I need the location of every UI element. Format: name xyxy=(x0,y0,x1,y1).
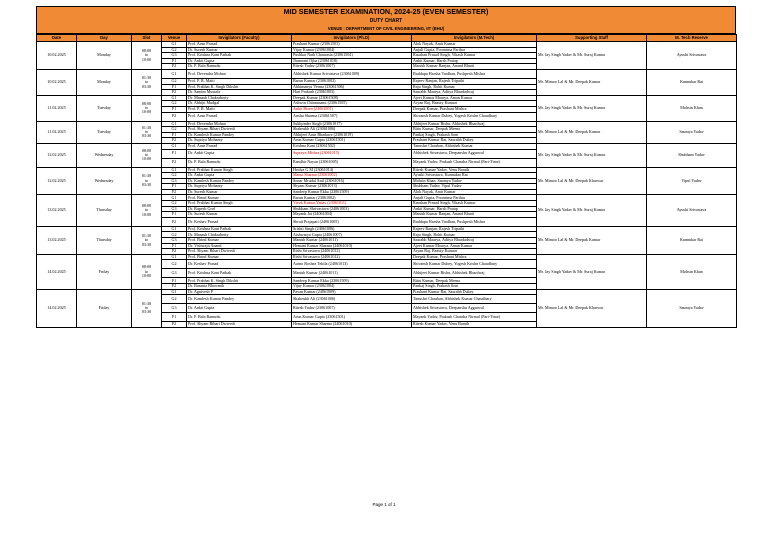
faculty-cell: Dr. Ankit Gupta xyxy=(187,173,292,179)
slot-line: to xyxy=(144,79,149,85)
mtech-cell: Abhishek Srivastava, Deepanshu Aggarwal xyxy=(412,149,537,158)
venue-cell: F2 xyxy=(162,249,187,255)
mtech-cell: Tanushri Chauhan, Abhishek Kumar Chaudhary xyxy=(412,295,537,304)
slot-line: 10:00 xyxy=(141,211,152,217)
phd-cell: Abhimanyu Verma (23061506) xyxy=(292,84,412,90)
phd-cell: Vijay Kumar (23061004) xyxy=(292,47,412,53)
venue-cell: G3 xyxy=(162,238,187,244)
slot-line: 08:00 xyxy=(141,264,152,270)
date-cell: 10.02.2025 xyxy=(37,42,77,70)
slot-line: 08:00 xyxy=(141,203,152,209)
venue-cell: G2 xyxy=(162,47,187,53)
mtech-cell: Ritesh Kumar Yadav, Venu Baruth xyxy=(412,322,537,328)
staff-cell: Mr. Jay Singh Yadav & Mr. Suraj Kumar xyxy=(537,254,647,289)
mtech-cell: Shivansh Kumar Dubey, Yogesh Krishn Chaudhary xyxy=(412,112,537,121)
slot-line: 01:30 xyxy=(141,74,152,80)
mtech-cell: Ankit Kumar, Harsh Pratap xyxy=(412,206,537,212)
reserve-cell: Vipul Yadav xyxy=(647,167,737,195)
mtech-cell: Raju Singh, Rohit Kumar xyxy=(412,232,537,238)
faculty-cell: Dr. Kamlesh Kumar Pandey xyxy=(187,295,292,304)
venue-cell: F2 xyxy=(162,189,187,195)
venue-cell: G2 xyxy=(162,232,187,238)
slot-cell xyxy=(132,121,162,143)
reserve-cell: Kunnukar Rai xyxy=(647,69,737,95)
phd-cell: Mayank Jai (24061004) xyxy=(292,212,412,218)
venue-cell: G1 xyxy=(162,226,187,232)
faculty-cell: Dr. Supriya Mohanty xyxy=(187,184,292,190)
faculty-cell: Prof. Arun Prasad xyxy=(187,143,292,149)
slot-cell xyxy=(132,195,162,226)
faculty-cell: Dr. P. Bala Ramudu xyxy=(187,158,292,167)
venue-cell: G2 xyxy=(162,78,187,84)
reserve-cell: Mohsin Khan xyxy=(647,95,737,121)
day-cell: Thursday xyxy=(77,195,132,226)
faculty-cell: Dr. Kamlesh Kumar Pandey xyxy=(187,178,292,184)
faculty-cell: Dr. Samim Mustafa xyxy=(187,90,292,96)
venue-cell: F2 xyxy=(162,90,187,96)
venue-cell: F1 xyxy=(162,212,187,218)
header-reserve: M. Tech Reserve xyxy=(647,35,737,42)
mtech-cell: Mayank Yadav, Prakash Chandra Nirmal (Part-Time) xyxy=(412,158,537,167)
staff-cell: Mr. Jay Singh Yadav & Mr. Suraj Kumar xyxy=(537,42,647,70)
date-cell: 11.02.2025 xyxy=(37,121,77,143)
staff-cell: Mr. Jay Singh Yadav & Mr. Suraj Kumar xyxy=(537,195,647,226)
phd-cell: Arun Kumar Gupta (23061501) xyxy=(292,313,412,322)
phd-cell: Krishna Kant (23061502) xyxy=(292,143,412,149)
faculty-cell: Prof. Brind Kumar xyxy=(187,238,292,244)
phd-cell: Anshu Sharma (23061507) xyxy=(292,112,412,121)
faculty-cell: Dr. P. Bala Ramudu xyxy=(187,313,292,322)
faculty-cell: Dr. Keshav Prasad xyxy=(187,260,292,269)
exam-title: MID SEMESTER EXAMINATION, 2024-25 (EVEN SEMESTER) xyxy=(283,7,489,16)
slot-line: 08:00 xyxy=(141,147,152,153)
slot-line: 01:30 xyxy=(141,300,152,306)
venue-cell: F1 xyxy=(162,84,187,90)
reserve-cell: Saumya Yadav xyxy=(647,289,737,327)
faculty-cell: Prof. Devendra Mohan xyxy=(187,121,292,127)
slot-line: 03:30 xyxy=(141,309,152,315)
header-slot: Slot xyxy=(132,35,162,42)
phd-cell: Rishi Srivastava (24061012) xyxy=(292,249,412,255)
phd-cell: Ritesh Yadav (23061007) xyxy=(292,64,412,70)
mtech-cell: Alok Nayak, Amit Kumar xyxy=(412,42,537,48)
phd-cell: Sonar Mrudul Anil (23061016) xyxy=(292,178,412,184)
faculty-cell: Prof. Devendra Mohan xyxy=(187,69,292,78)
mtech-cell: Tanushri Chauhan, Abhishek Kumar xyxy=(412,143,537,149)
mtech-cell: Abhijeet Kumar Bishu, Abhishek Bhardwaj xyxy=(412,121,537,127)
venue-cell: G3 xyxy=(162,304,187,313)
slot-line: 03:30 xyxy=(141,241,152,247)
mtech-cell: Alok Nayak, Amit Kumar xyxy=(412,189,537,195)
phd-cell: Randhir Nayan (23061005) xyxy=(292,158,412,167)
venue-cell: G2 xyxy=(162,260,187,269)
slot-line: 10:00 xyxy=(141,56,152,62)
phd-cell: Deepak Kumar (23061508) xyxy=(292,95,412,101)
day-cell: Wednesday xyxy=(77,167,132,195)
faculty-cell: Dr. Agnivesh P xyxy=(187,289,292,295)
mtech-cell: Anjali Gupta, Poornima Parihar xyxy=(412,47,537,53)
table-body xyxy=(37,42,737,328)
faculty-cell: Prof. Prabhat K. Singh Dikshit xyxy=(187,278,292,284)
mtech-cell: Shubham Yadav, Vipul Yadav xyxy=(412,184,537,190)
reserve-cell: Saumya Yadav xyxy=(647,121,737,143)
reserve-cell: Ayushi Srivastava xyxy=(647,195,737,226)
phd-cell: Prashant Kumar (23061503) xyxy=(292,42,412,48)
day-cell: Friday xyxy=(77,289,132,327)
phd-cell: Sandeep Kumar Ekka (23061509) xyxy=(292,189,412,195)
slot-line: to xyxy=(144,177,149,183)
phd-cell: Barun Kumar (23061002) xyxy=(292,195,412,201)
slot-line: 03:30 xyxy=(141,133,152,139)
faculty-cell: Prof. Krishna Kant Pathak xyxy=(187,53,292,59)
slot-line: to xyxy=(144,207,149,213)
header-mtech: Invigilators (M.Tech) xyxy=(412,35,537,42)
phd-cell: Shyam Kumar (23061013) xyxy=(292,184,412,190)
mtech-cell: Mayank Yadav, Prakash Chandra Nirmal (Part-Time) xyxy=(412,313,537,322)
venue-cell: F2 xyxy=(162,138,187,144)
faculty-cell: Prof. Brind Kumar xyxy=(187,195,292,201)
phd-cell: Aarno Boshea Tekila (24061013) xyxy=(292,260,412,269)
mtech-cell: Rajeev Ranjan, Rajesh Tripathi xyxy=(412,78,537,84)
venue-cell: G3 xyxy=(162,53,187,59)
phd-cell: Hari Prakash (23061003) xyxy=(292,90,412,96)
faculty-cell: Dr. Ankit Gupta xyxy=(187,58,292,64)
mtech-cell: Raushan Prasad Singh, Vikash Kumar xyxy=(412,201,537,207)
slot-cell xyxy=(132,254,162,289)
slot-line: 03:30 xyxy=(141,83,152,89)
slot-line: 08:00 xyxy=(141,100,152,106)
mtech-cell: Rajeev Ranjan, Rajesh Tripathi xyxy=(412,226,537,232)
day-cell: Tuesday xyxy=(77,95,132,121)
day-cell: Thursday xyxy=(77,226,132,254)
mtech-cell: Ayushi Srivastava, Kunnukar Rai xyxy=(412,173,537,179)
table-row xyxy=(37,69,737,78)
faculty-cell: Dr. Keshav Prasad xyxy=(187,217,292,226)
mtech-cell: Saurabh Maurya, Aditya Bhardadwaj xyxy=(412,238,537,244)
faculty-cell: Dr. Vishwajit Anand xyxy=(187,243,292,249)
date-cell: 11.02.2025 xyxy=(37,95,77,121)
reserve-cell: Kunnukar Rai xyxy=(647,226,737,254)
faculty-cell: Dr. Suresh Kumar xyxy=(187,189,292,195)
date-cell: 14.02.2025 xyxy=(37,254,77,289)
slot-line: to xyxy=(144,268,149,274)
slot-line: 01:30 xyxy=(141,124,152,130)
header-venue: Venue xyxy=(162,35,187,42)
phd-cell: Abhishek Kumar Srivastava (23061009) xyxy=(292,69,412,78)
faculty-cell: Dr. Abhijit Mudgal xyxy=(187,101,292,107)
duty-table xyxy=(36,34,737,328)
phd-cell: Mansi Sharma (23061002) xyxy=(292,173,412,179)
date-cell: 13.02.2025 xyxy=(37,195,77,226)
venue-cell: G2 xyxy=(162,173,187,179)
phd-cell: Arun Kumar Gupta (23061501) xyxy=(292,138,412,144)
mtech-cell: Bittu Kumar, Deepak Meena xyxy=(412,127,537,133)
faculty-cell: Prof. Shyam Bihari Dwivedi xyxy=(187,127,292,133)
mtech-cell: Prashant Kumar Rai, Saurabh Dubey xyxy=(412,289,537,295)
phd-cell: Manish Kumar (24061011) xyxy=(292,238,412,244)
mtech-cell: Saurabh Maurya, Aditya Bhardadwaj xyxy=(412,90,537,96)
faculty-cell: Dr. Suresh Kumar xyxy=(187,212,292,218)
staff-cell: Mr. Mimoo Lal & Mr. Deepak Kharwar xyxy=(537,289,647,327)
date-cell: 12.02.2025 xyxy=(37,167,77,195)
venue-cell: G1 xyxy=(162,95,187,101)
mtech-cell: Aryan Raj, Beauty Kumari xyxy=(412,101,537,107)
venue-cell: F1 xyxy=(162,184,187,190)
faculty-cell: Dr. Basanta Bhowmik xyxy=(187,284,292,290)
mtech-cell: Shivansh Kumar Dubey, Yogesh Krishn Chaudhary xyxy=(412,260,537,269)
date-cell: 12.02.2025 xyxy=(37,143,77,167)
slot-cell xyxy=(132,226,162,254)
faculty-cell: Prof. Arun Prasad xyxy=(187,112,292,121)
staff-cell: Mr. Jay Singh Yadav & Mr. Suraj Kumar xyxy=(537,95,647,121)
header-staff: Supporting Staff xyxy=(537,35,647,42)
phd-cell: Pavan Kumar (24061009) xyxy=(292,289,412,295)
faculty-cell: Prof. P. R. Maiti xyxy=(187,78,292,84)
venue-cell: G1 xyxy=(162,143,187,149)
phd-cell: Sandeep Kumar Ekka (23061509) xyxy=(292,278,412,284)
faculty-cell: Prof. Prabhat K. Singh Dikshit xyxy=(187,84,292,90)
faculty-cell: Prof. Prabhat Kumar Singh xyxy=(187,167,292,173)
venue-cell: G1 xyxy=(162,289,187,295)
mtech-cell: Abhishek Srivastava, Deepanshu Aggarwal xyxy=(412,304,537,313)
phd-cell: Sukhjinder Singh (23061017) xyxy=(292,121,412,127)
slot-cell xyxy=(132,143,162,167)
day-cell: Wednesday xyxy=(77,143,132,167)
venue-cell: F1 xyxy=(162,313,187,322)
phd-cell: Abhijeet Arun Bhadawe (23061019) xyxy=(292,132,412,138)
mtech-cell: Buddapu Harsha Vardhan, Pushpesh Mishra xyxy=(412,69,537,78)
venue-cell: G3 xyxy=(162,206,187,212)
venue-cell: F1 xyxy=(162,278,187,284)
date-cell: 14.02.2025 xyxy=(37,289,77,327)
venue-cell: G3 xyxy=(162,269,187,278)
venue-cell: F2 xyxy=(162,64,187,70)
faculty-cell: Dr. Manash Chakraborty xyxy=(187,232,292,238)
staff-cell: Mr. Mimoo Lal & Mr. Deepak Kharwar xyxy=(537,167,647,195)
venue-cell: F1 xyxy=(162,106,187,112)
slot-line: to xyxy=(144,104,149,110)
chart-subtitle: DUTY CHART xyxy=(369,18,403,24)
slot-line: to xyxy=(144,152,149,157)
faculty-cell: Dr. Manash Chakraborty xyxy=(187,95,292,101)
slot-cell xyxy=(132,289,162,327)
venue-cell: F2 xyxy=(162,217,187,226)
mtech-cell: Buddapu Harsha Vardhan, Pushpesh Mishra xyxy=(412,217,537,226)
date-cell: 10.02.2025 xyxy=(37,69,77,95)
page-footer: Page 1 of 1 xyxy=(372,502,396,507)
faculty-cell: Dr. Ankit Gupta xyxy=(187,149,292,158)
faculty-cell: Dr. Rupesh Goel xyxy=(187,206,292,212)
mtech-cell: Bittu Kumar, Deepak Meena xyxy=(412,278,537,284)
slot-line: to xyxy=(144,129,149,135)
venue-cell: G1 xyxy=(162,69,187,78)
faculty-cell: Prof. Shyam Bihari Dwivedi xyxy=(187,249,292,255)
day-cell: Tuesday xyxy=(77,121,132,143)
phd-cell: Hridya G M (23061014) xyxy=(292,167,412,173)
phd-cell: Srishti Singh (24061006) xyxy=(292,226,412,232)
mtech-cell: Abhijeet Kumar Bishu, Abhishek Bhardwaj xyxy=(412,269,537,278)
venue-line: VENUE : DEPARTMENT OF CIVIL ENGINEERING, IIT (BHU) xyxy=(327,26,445,31)
header-date: Date xyxy=(37,35,77,42)
phd-cell: Vijay Kumar (23061004) xyxy=(292,284,412,290)
mtech-cell: Prashant Kumar Rai, Saurabh Dubey xyxy=(412,138,537,144)
venue-cell: F1 xyxy=(162,132,187,138)
mtech-cell: Deepak Kumar, Prashant Mishra xyxy=(412,106,537,112)
slot-line: 01:30 xyxy=(141,232,152,238)
mtech-cell: Manish Kumar Ranjan, Anand Bharti xyxy=(412,64,537,70)
mtech-cell: Raju Singh, Rohit Kumar xyxy=(412,84,537,90)
mtech-cell: Mohsin Khan, Saumya Yadav xyxy=(412,178,537,184)
slot-line: 10:00 xyxy=(141,156,152,162)
venue-cell: F1 xyxy=(162,58,187,64)
venue-cell: G2 xyxy=(162,127,187,133)
header-phd: Invigilators (Ph.D) xyxy=(292,35,412,42)
sheet-header xyxy=(36,6,736,34)
mtech-cell: Manish Kumar Ranjan, Anand Bharti xyxy=(412,212,537,218)
mtech-cell: Anjali Gupta, Poornima Parihar xyxy=(412,195,537,201)
venue-cell: F2 xyxy=(162,158,187,167)
venue-cell: F1 xyxy=(162,243,187,249)
slot-cell xyxy=(132,42,162,70)
header-day: Day xyxy=(77,35,132,42)
mtech-cell: Ajeet Kumar Maurya, Aman Kumar xyxy=(412,95,537,101)
faculty-cell: Prof. Krishna Kant Pathak xyxy=(187,226,292,232)
phd-cell: Pushkar Nath Chaurasia (23061504) xyxy=(292,53,412,59)
venue-cell: G1 xyxy=(162,42,187,48)
slot-line: to xyxy=(144,237,149,243)
reserve-cell: Mohsin Khan xyxy=(647,254,737,289)
faculty-cell: Prof. Shyam Bihari Dwivedi xyxy=(187,322,292,328)
phd-cell: Rishi Srivastava (24061012) xyxy=(292,254,412,260)
venue-cell: G1 xyxy=(162,121,187,127)
mtech-cell: Ankit Kumar, Harsh Pratap xyxy=(412,58,537,64)
phd-cell: Shruti Prajapati (24061005) xyxy=(292,217,412,226)
date-cell: 13.02.2025 xyxy=(37,226,77,254)
phd-cell: Hemant Kumar Sharma (24061010) xyxy=(292,243,412,249)
venue-cell: G3 xyxy=(162,178,187,184)
faculty-cell: Prof. Arun Prasad xyxy=(187,42,292,48)
phd-cell: Shaheukh Ali (23061006) xyxy=(292,295,412,304)
mtech-cell: Pankaj Singh, Prakash Soni xyxy=(412,132,537,138)
venue-cell: G2 xyxy=(162,101,187,107)
phd-cell: Ritesh Yadav (23061007) xyxy=(292,304,412,313)
slot-line: 10:00 xyxy=(141,272,152,278)
faculty-cell: Dr. P. Bala Ramudu xyxy=(187,64,292,70)
slot-line: 10:00 xyxy=(141,109,152,115)
mtech-cell: Deepak Kumar, Prashant Mishra xyxy=(412,254,537,260)
faculty-cell: Dr. Supriya Mohanty xyxy=(187,138,292,144)
slot-line: to xyxy=(144,52,149,58)
mtech-cell: Pankaj Singh, Prakash Soni xyxy=(412,284,537,290)
phd-cell: Ashwin Chinnusami (23061505) xyxy=(292,101,412,107)
slot-line: 01:30 xyxy=(141,173,152,179)
mtech-cell: Raushan Prasad Singh, Vikash Kumar xyxy=(412,53,537,59)
faculty-cell: Prof. P. R. Maiti xyxy=(187,106,292,112)
phd-cell: Ankit Bisen (23061001) xyxy=(292,106,412,112)
day-cell: Monday xyxy=(77,69,132,95)
day-cell: Monday xyxy=(77,42,132,70)
staff-cell: Mr. Mimoo Lal & Mr. Deepak Kumar xyxy=(537,226,647,254)
faculty-cell: Dr. Ankit Gupta xyxy=(187,304,292,313)
venue-cell: G2 xyxy=(162,295,187,304)
staff-cell: Mr. Jay Singh Yadav & Mr. Suraj Kumar xyxy=(537,143,647,167)
reserve-cell: Ayushi Srivastava xyxy=(647,42,737,70)
venue-cell: F2 xyxy=(162,322,187,328)
header-faculty: Invigilators (Faculty) xyxy=(187,35,292,42)
table-header-row xyxy=(37,35,737,42)
phd-cell: Hemant Kumar Sharma (24061010) xyxy=(292,322,412,328)
venue-cell: F2 xyxy=(162,112,187,121)
slot-cell xyxy=(132,69,162,95)
venue-cell: G1 xyxy=(162,167,187,173)
staff-cell: Mr. Mimoo Lal & Mr. Deepak Kumar xyxy=(537,69,647,95)
faculty-cell: Prof. Krishna Kant Pathak xyxy=(187,269,292,278)
slot-line: 03:30 xyxy=(141,182,152,188)
staff-cell: Mr. Mimoo Lal & Mr. Deepak Kumar xyxy=(537,121,647,143)
mtech-cell: Ajeet Kumar Maurya, Aman Kumar xyxy=(412,243,537,249)
venue-cell: F1 xyxy=(162,149,187,158)
venue-cell: G2 xyxy=(162,201,187,207)
phd-cell: Shaheukh Ali (23061006) xyxy=(292,127,412,133)
venue-cell: F2 xyxy=(162,284,187,290)
phd-cell: Vivek Kumar Yadav (23061011) xyxy=(292,201,412,207)
faculty-cell: Dr. Suresh Kumar xyxy=(187,47,292,53)
faculty-cell: Prof. Prabhat Kumar Singh xyxy=(187,201,292,207)
venue-cell: G1 xyxy=(162,195,187,201)
slot-cell xyxy=(132,95,162,121)
venue-cell: G1 xyxy=(162,254,187,260)
phd-cell: Jhumrani Ojha (23061018) xyxy=(292,58,412,64)
slot-line: 08:00 xyxy=(141,47,152,53)
duty-chart-sheet xyxy=(36,6,736,328)
phd-cell: Manish Kumar (24061011) xyxy=(292,269,412,278)
faculty-cell: Prof. Brind Kumar xyxy=(187,254,292,260)
phd-cell: Shubham Shrivastava (24061003) xyxy=(292,206,412,212)
phd-cell: Supreya Mishra (23061015) xyxy=(292,149,412,158)
phd-cell: Aishwarya Gupta (24061007) xyxy=(292,232,412,238)
phd-cell: Barun Kumar (23061002) xyxy=(292,78,412,84)
mtech-cell: Aryan Raj, Beauty Kumari xyxy=(412,249,537,255)
day-cell: Friday xyxy=(77,254,132,289)
reserve-cell: Shubham Yadav xyxy=(647,143,737,167)
faculty-cell: Dr. Kamlesh Kumar Pandey xyxy=(187,132,292,138)
slot-cell xyxy=(132,167,162,195)
mtech-cell: Ritesh Kumar Yadav, Venu Baruth xyxy=(412,167,537,173)
slot-line: to xyxy=(144,304,149,310)
